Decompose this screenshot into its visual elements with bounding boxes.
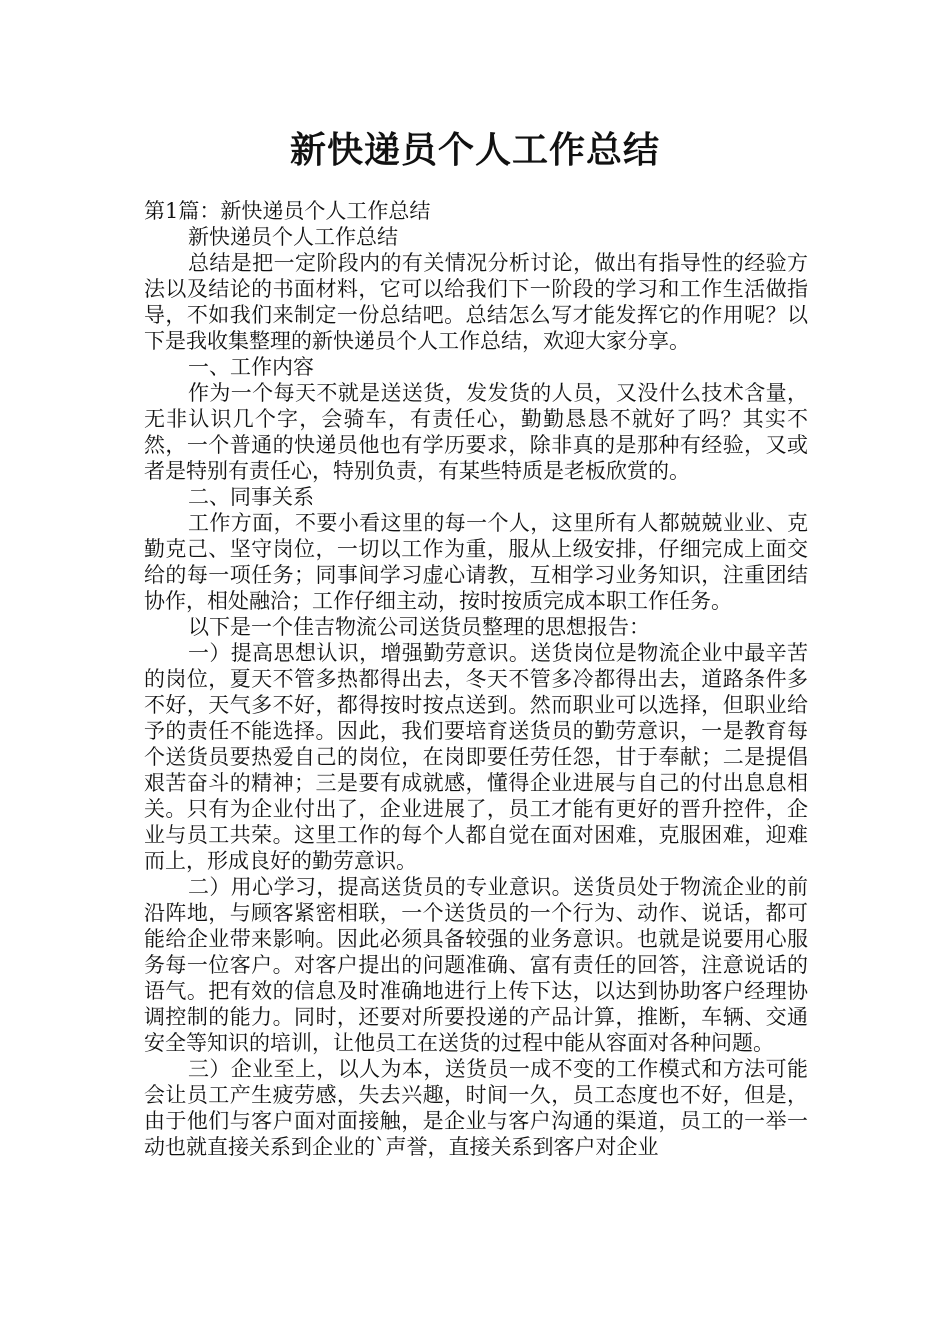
document-title: 新快递员个人工作总结 <box>289 130 660 171</box>
paragraph: 以下是一个佳吉物流公司送货员整理的思想报告： <box>188 615 650 639</box>
paragraph: 一、工作内容 <box>188 355 314 379</box>
paragraph: 作为一个每天不就是送送货，发发货的人员，又没什么技术含量，无非认识几个字，会骑车，有责任心，勤勤恳恳不就好了吗？其实不然，一个普通的快递员他也有学历要求，除非真的是那种有经验，又或者是特别有责任心，特别负责，有某些特质是老板欣赏的。 <box>144 381 808 483</box>
document-body <box>144 198 808 1160</box>
paragraph: 新快递员个人工作总结 <box>188 225 398 249</box>
paragraph: 二）用心学习，提高送货员的专业意识。送货员处于物流企业的前沿阵地，与顾客紧密相联，一个送货员的一个行为、动作、说话，都可能给企业带来影响。因此必须具备较强的业务意识。也就是说要用心服务每一位客户。对客户提出的问题准确、富有责任的回答，注意说话的语气。把有效的信息及时准确地进行上传下达，以达到协助客户经理协调控制的能力。同时，还要对所要投递的产品计算，推断，车辆、交通安全等知识的培训，让他员工在送货的过程中能从容面对各种问题。 <box>144 875 808 1055</box>
paragraph: 一）提高思想认识，增强勤劳意识。送货岗位是物流企业中最辛苦的岗位，夏天不管多热都得出去，冬天不管多冷都得出去，道路条件多不好，天气多不好，都得按时按点送到。然而职业可以选择，但职业给予的责任不能选择。因此，我们要培育送货员的勤劳意识，一是教育每个送货员要热爱自己的岗位，在岗即要任劳任怨，甘于奉献；二是提倡艰苦奋斗的精神；三是要有成就感，懂得企业进展与自己的付出息息相关。只有为企业付出了，企业进展了，员工才能有更好的晋升控件，企业与员工共荣。这里工作的每个人都自觉在面对困难，克服困难，迎难而上，形成良好的勤劳意识。 <box>144 641 808 873</box>
paragraph: 总结是把一定阶段内的有关情况分析讨论，做出有指导性的经验方法以及结论的书面材料，它可以给我们下一阶段的学习和工作生活做指导，不如我们来制定一份总结吧。总结怎么写才能发挥它的作用呢？以下是我收集整理的新快递员个人工作总结，欢迎大家分享。 <box>144 251 808 353</box>
paragraph: 工作方面，不要小看这里的每一个人，这里所有人都兢兢业业、克勤克己、坚守岗位，一切以工作为重，服从上级安排，仔细完成上面交给的每一项任务；同事间学习虚心请教，互相学习业务知识，注重团结协作，相处融洽；工作仔细主动，按时按质完成本职工作任务。 <box>144 511 808 613</box>
paragraph: 第1篇：新快递员个人工作总结 <box>144 199 431 223</box>
paragraph: 二、同事关系 <box>188 485 314 509</box>
paragraph: 三）企业至上，以人为本，送货员一成不变的工作模式和方法可能会让员工产生疲劳感，失去兴趣，时间一久，员工态度也不好，但是，由于他们与客户面对面接触，是企业与客户沟通的渠道，员工的一举一动也就直接关系到企业的`声誉，直接关系到客户对企业 <box>144 1057 808 1159</box>
